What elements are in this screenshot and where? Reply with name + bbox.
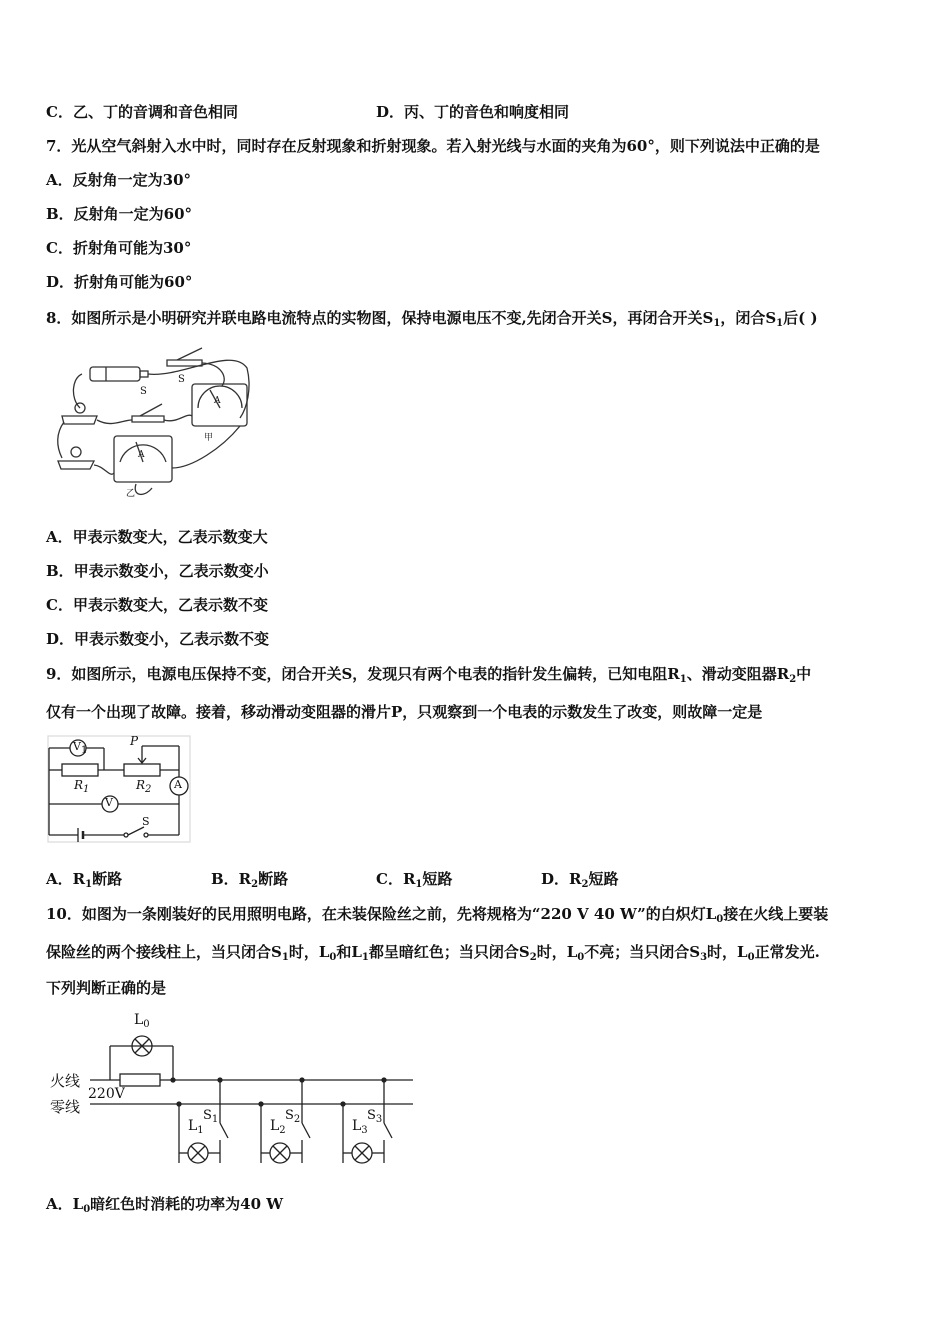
- q10-huoxian: 火线: [50, 1072, 81, 1090]
- q8-option-d: D．甲表示数变小，乙表示数不变: [46, 630, 270, 648]
- q9-circuit-figure: [44, 732, 194, 847]
- q8-label-jia: 甲: [204, 433, 214, 443]
- q9-s: S: [142, 815, 150, 828]
- q8-label-s: S: [178, 374, 185, 385]
- q9-r1: $R_1$: [74, 778, 90, 795]
- q10-l0-label: $L_0$: [134, 1012, 150, 1030]
- q10-l1-label: $L_1$: [188, 1118, 204, 1136]
- q7-option-b: B．反射角一定为60°: [46, 205, 193, 223]
- q9-r2: $R_2$: [136, 778, 152, 795]
- q8-label-yi: 乙: [126, 489, 136, 499]
- q10-option-a: A．$L_0$暗红色时消耗的功率为40 W: [46, 1195, 284, 1215]
- q9-option-c: C．$R_1$短路: [376, 870, 453, 890]
- q6-option-d: D．丙、丁的音色和响度相同: [376, 103, 570, 121]
- q7-stem: 7．光从空气斜射入水中时，同时存在反射现象和折射现象。若入射光线与水面的夹角为60°，则下列说法中正确的是: [46, 137, 820, 155]
- q10-lingxian: 零线: [50, 1098, 81, 1116]
- q9-option-d: D．$R_2$短路: [541, 870, 619, 890]
- q9-v1: $V_1$: [73, 740, 88, 756]
- q8-meter-a-1: A: [214, 396, 221, 406]
- q10-stem-line1: 10．如图为一条刚装好的民用照明电路，在未装保险丝之前，先将规格为“220 V 40 W”的白炽灯$L_0$接在火线上要装: [46, 905, 829, 925]
- q9-stem-line2: 仅有一个出现了故障。接着，移动滑动变阻器的滑片P，只观察到一个电表的示数发生了改变，则故障一定是: [46, 703, 763, 721]
- q8-meter-a-2: A: [138, 450, 145, 460]
- q9-option-a: A．$R_1$断路: [46, 870, 123, 890]
- q10-s1-label: $S_1$: [203, 1108, 219, 1125]
- q8-option-a: A．甲表示数变大，乙表示数变大: [46, 528, 268, 546]
- q8-option-b: B．甲表示数变小，乙表示数变小: [46, 562, 269, 580]
- q7-option-a: A．反射角一定为30°: [46, 171, 192, 189]
- q10-stem-line2: 保险丝的两个接线柱上，当只闭合$S_1$时，$L_0$和$L_1$都呈暗红色；当只闭合$S_2$时，$L_0$不亮；当只闭合$S_3$时，$L_0$正常发光.: [46, 943, 820, 963]
- q10-l3-label: $L_3$: [352, 1118, 368, 1136]
- q9-v: V: [105, 796, 113, 809]
- q9-a: A: [174, 778, 182, 791]
- q10-circuit-figure: [48, 1008, 418, 1173]
- q8-label-s1: S: [140, 386, 147, 397]
- q10-voltage: 220V: [88, 1086, 125, 1102]
- q6-option-c: C．乙、丁的音调和音色相同: [46, 103, 238, 121]
- q10-s3-label: $S_3$: [367, 1108, 383, 1125]
- q10-l2-label: $L_2$: [270, 1118, 286, 1136]
- q8-option-c: C．甲表示数变大，乙表示数不变: [46, 596, 268, 614]
- q8-circuit-figure: [52, 338, 257, 506]
- q9-p: P: [130, 734, 139, 748]
- q9-stem-line1: 9．如图所示，电源电压保持不变，闭合开关S，发现只有两个电表的指针发生偏转，已知电阻$R_1$、滑动变阻器$R_2$中: [46, 665, 812, 685]
- q7-option-c: C．折射角可能为30°: [46, 239, 192, 257]
- q10-stem-line3: 下列判断正确的是: [46, 979, 167, 997]
- q10-s2-label: $S_2$: [285, 1108, 301, 1125]
- q8-stem: 8．如图所示是小明研究并联电路电流特点的实物图，保持电源电压不变,先闭合开关S，再闭合开关$S_1$，闭合$S_1$后( ): [46, 309, 818, 329]
- q9-option-b: B．$R_2$断路: [211, 870, 289, 890]
- q7-option-d: D．折射角可能为60°: [46, 273, 193, 291]
